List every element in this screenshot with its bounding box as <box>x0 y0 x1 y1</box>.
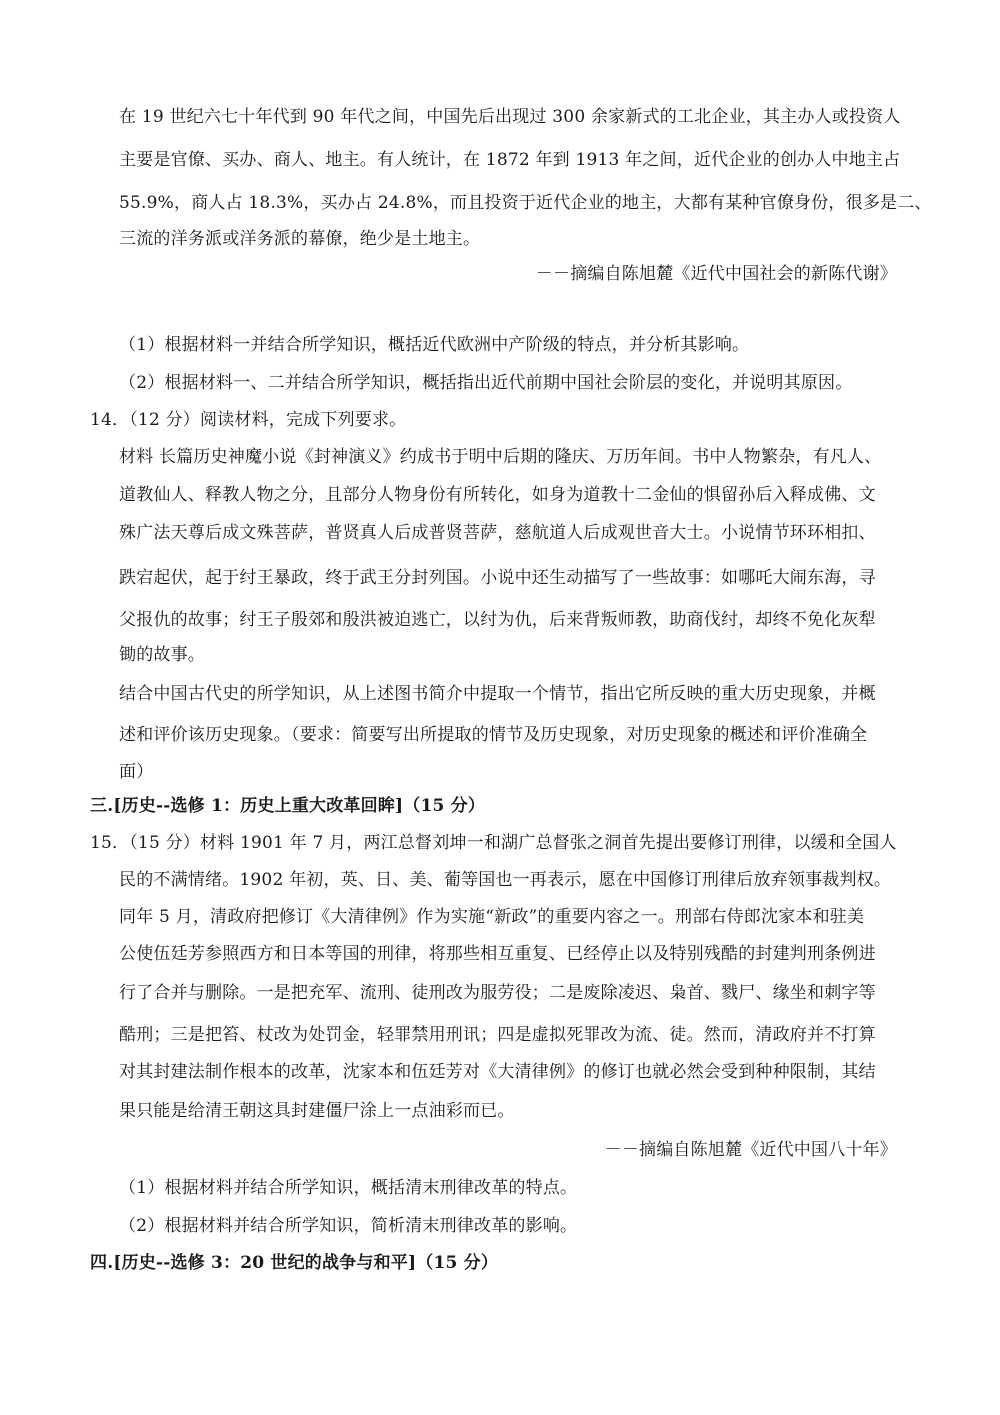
q13-subquestion-1: （1）根据材料一并结合所学知识，概括近代欧洲中产阶级的特点，并分析其影响。 <box>119 335 750 355</box>
material-two-source: －－摘编自陈旭麓《近代中国社会的新陈代谢》 <box>535 264 897 284</box>
q13-subquestion-2: （2）根据材料一、二并结合所学知识，概括指出近代前期中国社会阶层的变化，并说明其原因。 <box>119 373 853 393</box>
q14-material-line-2: 道教仙人、释教人物之分，且部分人物身份有所转化，如身为道教十二金仙的惧留孙后入释成佛、文 <box>119 485 876 505</box>
q15-line-2: 民的不满情绪。1902 年初，英、日、美、葡等国也一再表示，愿在中国修订刑律后放弃领事裁判权。 <box>119 870 892 890</box>
q15-subquestion-2: （2）根据材料并结合所学知识，简析清末刑律改革的影响。 <box>119 1216 578 1236</box>
q14-question-line-3: 面） <box>119 762 154 782</box>
q15-line-8: 果只能是给清王朝这具封建僵尸涂上一点油彩而已。 <box>119 1101 515 1121</box>
q14-header: 14．（12 分）阅读材料，完成下列要求。 <box>90 410 407 430</box>
q15-line-6: 酷刑；三是把笞、杖改为处罚金，轻罪禁用刑讯；四是虚拟死罪改为流、徒。然而，清政府并不打算 <box>119 1025 876 1045</box>
q15-line-4: 公使伍廷芳参照西方和日本等国的刑律，将那些相互重复、已经停止以及特别残酷的封建判刑条例进 <box>119 944 876 964</box>
material-two-line-1: 在 19 世纪六七十年代到 90 年代之间，中国先后出现过 300 余家新式的工北企业，其主办人或投资人 <box>119 107 901 127</box>
q15-source: －－摘编自陈旭麓《近代中国八十年》 <box>604 1140 897 1160</box>
material-two-line-3: 55.9%，商人占 18.3%，买办占 24.8%，而且投资于近代企业的地主，大都有某种官僚身份，很多是二、 <box>119 193 932 213</box>
q14-material-line-6: 锄的故事。 <box>119 645 205 665</box>
material-two-line-2: 主要是官僚、买办、商人、地主。有人统计，在 1872 年到 1913 年之间，近代企业的创办人中地主占 <box>119 150 901 170</box>
q15-line-1: 15．（15 分）材料 1901 年 7 月，两江总督刘坤一和湖广总督张之洞首先提出要修订刑律，以缓和全国人 <box>90 833 897 853</box>
q14-material-line-1: 材料 长篇历史神魔小说《封神演义》约成书于明中后期的隆庆、万历年间。书中人物繁杂，有凡人、 <box>119 447 882 467</box>
q15-line-7: 对其封建法制作根本的改革，沈家本和伍廷芳对《大清律例》的修订也就必然会受到种种限制，其结 <box>119 1062 876 1082</box>
q14-material-line-5: 父报仇的故事；纣王子殷郊和殷洪被迫逃亡，以纣为仇，后来背叛师教，助商伐纣，却终不免化灰犁 <box>119 610 876 630</box>
material-two-line-4: 三流的洋务派或洋务派的幕僚，绝少是土地主。 <box>119 229 481 249</box>
q15-line-5: 行了合并与删除。一是把充军、流刑、徒刑改为服劳役；二是废除凌迟、枭首、戮尸、缘坐和刺字等 <box>119 983 876 1003</box>
section-four-title: 四.[历史--选修 3：20 世纪的战争与和平]（15 分） <box>90 1253 499 1273</box>
q15-subquestion-1: （1）根据材料并结合所学知识，概括清末刑律改革的特点。 <box>119 1178 578 1198</box>
q14-material-line-4: 跌宕起伏，起于纣王暴政，终于武王分封列国。小说中还生动描写了一些故事：如哪吒大闹东海，寻 <box>119 568 876 588</box>
section-three-title: 三.[历史--选修 1：历史上重大改革回眸]（15 分） <box>90 796 486 816</box>
q14-question-line-1: 结合中国古代史的所学知识，从上述图书简介中提取一个情节，指出它所反映的重大历史现象，并概 <box>119 684 876 704</box>
q14-question-line-2: 述和评价该历史现象。（要求：简要写出所提取的情节及历史现象，对历史现象的概述和评价准确全 <box>119 725 868 745</box>
q15-line-3: 同年 5 月，清政府把修订《大清律例》作为实施“新政”的重要内容之一。刑部右侍郎沈家本和驻美 <box>119 907 865 927</box>
q14-material-line-3: 殊广法天尊后成文殊菩萨，普贤真人后成普贤菩萨，慈航道人后成观世音大士。小说情节环环相扣、 <box>119 523 876 543</box>
